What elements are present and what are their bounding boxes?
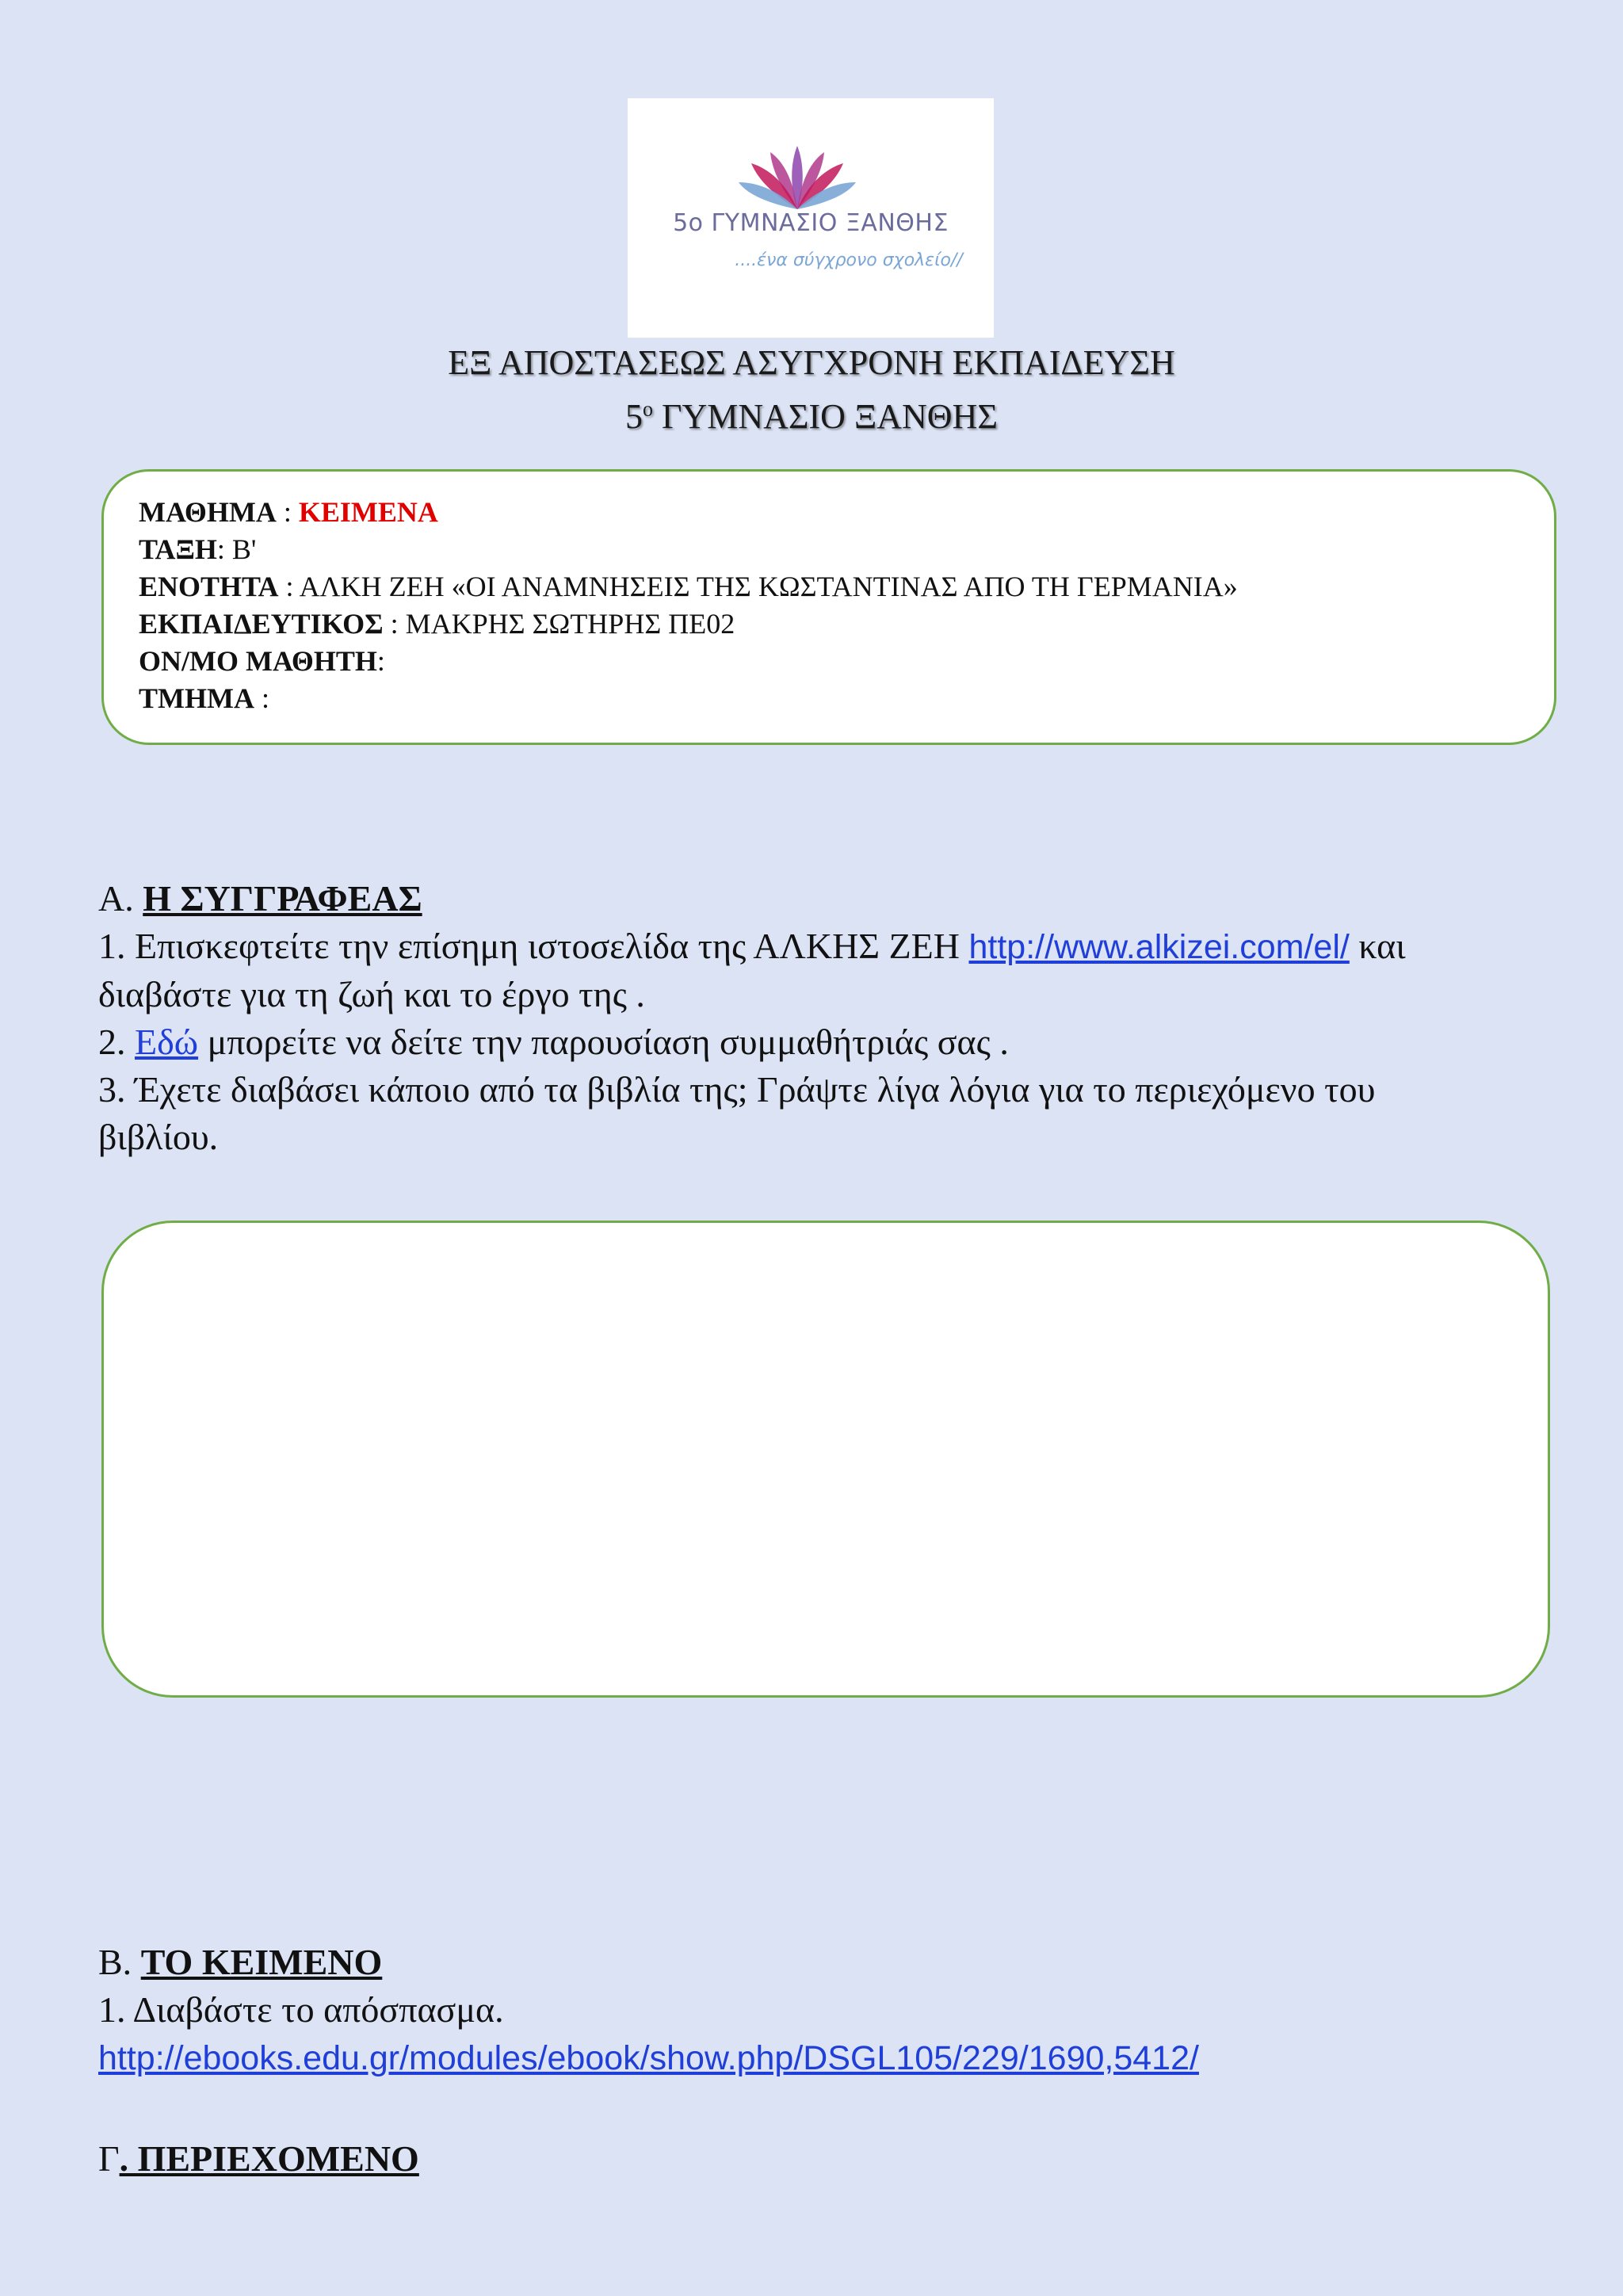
section-a-item-1 (98, 923, 1406, 971)
unit-label: ΕΝΟΤΗΤΑ (139, 571, 279, 602)
header-line-1: ΕΞ ΑΠΟΣΤΑΣΕΩΣ ΑΣΥΓΧΡΟΝΗ ΕΚΠΑΙΔΕΥΣΗ (448, 343, 1175, 382)
logo-motto: ....ένα σύγχρονο σχολείο// (735, 250, 963, 270)
section-c (98, 2135, 419, 2183)
presentation-link[interactable]: Εδώ (135, 1022, 199, 1062)
subject-sep: : (276, 496, 299, 528)
ebook-link[interactable]: http://ebooks.edu.gr/modules/ebook/show.php/DSGL105/229/1690,5412/ (98, 2039, 1199, 2077)
subject-value: ΚΕΙΜΕΝΑ (298, 496, 438, 528)
section-c-title-row (98, 2135, 419, 2183)
section-a-item-3: 3. Έχετε διαβάσει κάποιο από τα βιβλία της; Γράψτε λίγα λόγια για το περιεχόμενο του (98, 1069, 1376, 1110)
section-a-title-row (98, 875, 1406, 923)
teacher-value: : ΜΑΚΡΗΣ ΣΩΤΗΡΗΣ ΠΕ02 (383, 608, 735, 640)
student-row (139, 643, 1238, 680)
info-box (101, 469, 1556, 745)
section-c-title: . ΠΕΡΙΕΧΟΜΕΝΟ (119, 2138, 419, 2179)
section-b-title-row (98, 1939, 1199, 1986)
item-1-after: και (1349, 926, 1406, 966)
student-value: : (376, 645, 385, 677)
section-value: : (254, 682, 269, 714)
subject-row (139, 494, 1238, 531)
section-a-item-1-line-2: διαβάστε για τη ζωή και το έργο της . (98, 974, 645, 1014)
info-lines (139, 494, 1238, 717)
header-line-2 (0, 396, 1623, 437)
logo-name: 5ο ΓΥΜΝΑΣΙΟ ΞΑΝΘΗΣ (673, 209, 949, 237)
section-a-item-2 (98, 1018, 1406, 1066)
class-label: ΤΑΞΗ (139, 533, 217, 565)
class-row (139, 531, 1238, 568)
teacher-row (139, 606, 1238, 643)
class-value: : Β' (216, 533, 257, 565)
item-2-text: μπορείτε να δείτε την παρουσίαση συμμαθήτριάς σας . (198, 1022, 1009, 1062)
teacher-label: ΕΚΠΑΙΔΕΥΤΙΚΟΣ (139, 608, 384, 640)
section-a (98, 875, 1406, 1161)
answer-box[interactable] (101, 1221, 1550, 1698)
item-2-prefix: 2. (98, 1022, 135, 1062)
unit-row (139, 568, 1238, 606)
alkizei-link[interactable]: http://www.alkizei.com/el/ (968, 928, 1350, 966)
section-b-item-1: 1. Διαβάστε το απόσπασμα. (98, 1989, 504, 2030)
header-school: ΓΥΜΝΑΣΙΟ ΞΑΝΘΗΣ (653, 397, 998, 436)
section-label: ΤΜΗΜΑ (139, 682, 254, 714)
section-b-prefix: Β. (98, 1942, 141, 1982)
section-a-title: Η ΣΥΓΓΡΑΦΕΑΣ (143, 878, 422, 919)
section-row (139, 680, 1238, 717)
item-1-text: 1. Επισκεφτείτε την επίσημη ιστοσελίδα της ΑΛΚΗΣ ΖΕΗ (98, 926, 969, 966)
subject-label: ΜΑΘΗΜΑ (139, 496, 277, 528)
unit-value: : ΑΛΚΗ ΖΕΗ «ΟΙ ΑΝΑΜΝΗΣΕΙΣ ΤΗΣ ΚΩΣΤΑΝΤΙΝΑΣ ΑΠΟ ΤΗ ΓΕΡΜΑΝΙΑ» (278, 571, 1238, 602)
section-c-prefix: Γ (98, 2138, 120, 2179)
header-sup: ο (643, 397, 654, 421)
header-number: 5 (625, 397, 643, 436)
section-b-link-row (98, 2034, 1199, 2082)
section-a-item-3-line-2: βιβλίου. (98, 1117, 219, 1157)
section-b (98, 1939, 1199, 2082)
section-b-title: ΤΟ ΚΕΙΜΕΝΟ (140, 1942, 383, 1982)
section-a-prefix: Α. (98, 878, 143, 919)
student-label: ΟΝ/ΜΟ ΜΑΘΗΤΗ (139, 645, 377, 677)
school-logo (628, 98, 994, 338)
